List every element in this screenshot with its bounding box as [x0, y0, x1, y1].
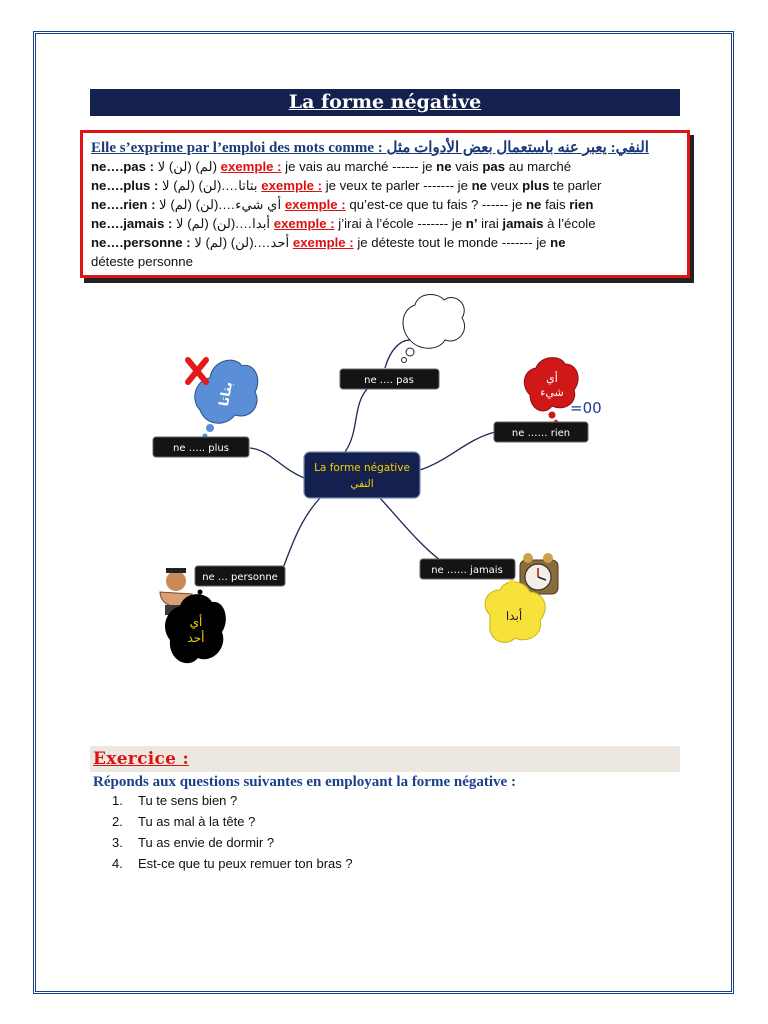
rule-arabic: بتاتا….(لن) (لم) لا — [162, 178, 258, 193]
rule-bold-word: plus — [522, 178, 550, 193]
node-pas-label: ne …. pas — [364, 375, 414, 386]
rule-sentence: j’irai à l’école ------- je — [338, 216, 466, 231]
node-plus-label: ne ….. plus — [173, 443, 229, 454]
rule-bold-word: ne — [471, 178, 487, 193]
rule-sentence-end: te parler — [552, 178, 602, 193]
rule-example-label: exemple : — [284, 197, 346, 212]
bubble-jamais-text: أبدا — [505, 609, 523, 623]
node-plus — [153, 437, 249, 457]
rule-bold-word: ne — [526, 197, 542, 212]
rule-example-label: exemple : — [273, 216, 335, 231]
rule-bold-word: n’ — [465, 216, 478, 231]
bubble-rien-line2: شيء — [540, 386, 564, 399]
blue-thought-cloud — [188, 360, 258, 439]
question-item — [112, 853, 353, 874]
rule-arabic: أي شيء….(لن) (لم) لا — [159, 197, 282, 212]
rule-sentence: je déteste tout le monde ------- je — [357, 235, 551, 250]
bubble-rien-line1: أي — [546, 372, 558, 385]
rule-heading-fr: Elle s’exprime par l’emploi des mots comme : — [91, 140, 383, 156]
rule-example-label: exemple : — [220, 159, 282, 174]
rule-negation: ne….plus : — [91, 178, 159, 193]
rule-sentence-part: irai — [481, 216, 503, 231]
rule-bold-word: pas — [482, 159, 506, 174]
bubble-personne-line1: أي — [189, 615, 203, 629]
rule-negation: ne….pas : — [91, 159, 155, 174]
rule-negation: ne….jamais : — [91, 216, 173, 231]
rule-sentence-end: à l’école — [547, 216, 596, 231]
rule-arabic: أبدا….(لن) (لم) لا — [176, 216, 271, 231]
question-number: 2. — [112, 814, 123, 829]
rule-sentence-part: vais — [455, 159, 483, 174]
rule-bold-word: ne — [550, 235, 566, 250]
red-thought-cloud — [524, 358, 601, 425]
rule-row-wrap: déteste personne — [91, 254, 193, 269]
empty-thought-cloud — [402, 295, 465, 363]
question-item — [112, 811, 353, 832]
question-text: Est-ce que tu peux remuer ton bras ? — [138, 856, 353, 871]
rule-arabic: (لم) (لن) لا — [157, 159, 217, 174]
rule-heading-ar: النفي: يعبر عنه باستعمال بعض الأدوات مثل — [386, 140, 649, 156]
question-number: 3. — [112, 835, 123, 850]
rule-example-label: exemple : — [292, 235, 354, 250]
center-title: La forme négative — [314, 462, 410, 474]
rule-bold-word: rien — [569, 197, 594, 212]
rule-sentence: qu’est-ce que tu fais ? ------ je — [349, 197, 526, 212]
rule-bold-word: jamais — [502, 216, 544, 231]
rule-negation: ne….rien : — [91, 197, 156, 212]
node-pas — [340, 369, 439, 389]
node-jamais — [420, 559, 515, 579]
question-item — [112, 790, 353, 811]
exercise-instruction: Réponds aux questions suivantes en employant la forme négative : — [93, 774, 516, 790]
page-title: La forme négative — [288, 91, 482, 113]
node-rien — [494, 422, 588, 442]
rule-sentence-part: veux — [490, 178, 523, 193]
bubble-personne-line2: أحد — [187, 631, 205, 645]
node-rien-label: ne …… rien — [511, 428, 571, 439]
rule-sentence-end: au marché — [508, 159, 572, 174]
zero-label: =00 — [570, 399, 602, 417]
exercise-title: Exercice : — [93, 749, 190, 769]
node-personne-label: ne … personne — [202, 572, 278, 583]
question-text: Tu as envie de dormir ? — [138, 835, 275, 850]
center-node — [304, 452, 420, 498]
rule-example-label: exemple : — [261, 178, 323, 193]
node-jamais-label: ne …… jamais — [431, 565, 503, 576]
question-text: Tu as mal à la tête ? — [138, 814, 256, 829]
center-subtitle: النفي — [350, 478, 374, 490]
rule-sentence: je vais au marché ------ je — [285, 159, 437, 174]
rule-sentence-part: fais — [545, 197, 570, 212]
rule-negation: ne….personne : — [91, 235, 191, 250]
bubble-plus-text: بتاتا — [216, 380, 237, 408]
rule-bold-word: ne — [436, 159, 452, 174]
red-cross-icon — [188, 360, 206, 382]
question-item — [112, 832, 353, 853]
question-list — [112, 790, 353, 874]
question-text: Tu te sens bien ? — [138, 793, 238, 808]
question-number: 1. — [112, 793, 123, 808]
question-number: 4. — [112, 856, 123, 871]
rule-sentence: je veux te parler ------- je — [325, 178, 472, 193]
node-personne — [195, 566, 285, 586]
rule-arabic: أحد….(لن) (لم) لا — [194, 235, 290, 250]
